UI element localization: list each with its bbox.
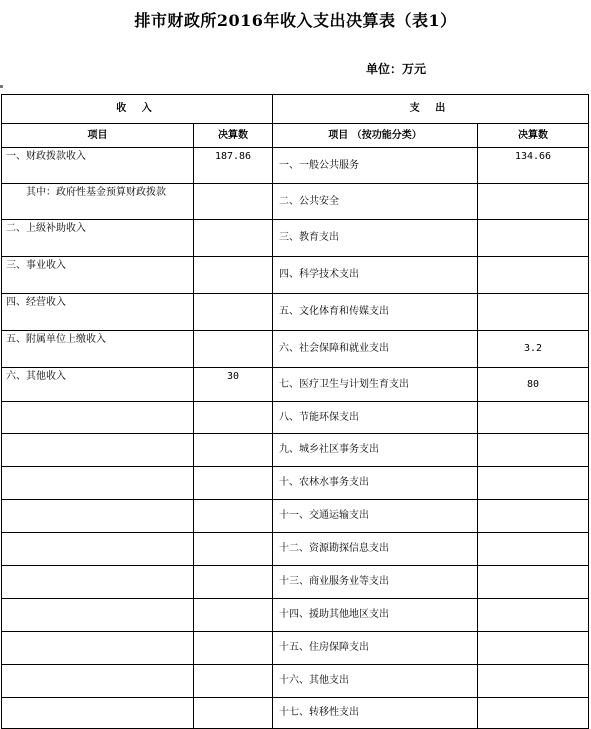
income-item: 六、其他收入 (2, 368, 194, 402)
table-row (2, 184, 589, 220)
income-item (2, 402, 194, 434)
expense-item: 十三、商业服务业等支出 (273, 566, 478, 599)
expense-amount (478, 184, 589, 220)
income-amount (194, 434, 273, 467)
table-row (2, 294, 589, 331)
income-amount (194, 566, 273, 599)
income-item (2, 698, 194, 729)
table-row (2, 599, 589, 632)
income-item (2, 434, 194, 467)
expense-amount (478, 500, 589, 533)
income-item (2, 566, 194, 599)
expense-amount: 80 (478, 368, 589, 402)
expense-item-header: 项目 （按功能分类） (273, 124, 478, 148)
income-amount (194, 665, 273, 698)
income-amount (194, 184, 273, 220)
expense-amount: 3.2 (478, 331, 589, 368)
expense-amount (478, 402, 589, 434)
table-row (2, 331, 589, 368)
expense-amount (478, 566, 589, 599)
income-amount: 187.86 (194, 148, 273, 184)
expense-amount (478, 698, 589, 729)
table-row (2, 402, 589, 434)
expense-header: 支 出 (273, 95, 589, 124)
expense-item: 六、社会保障和就业支出 (273, 331, 478, 368)
income-item: 三、事业收入 (2, 257, 194, 294)
income-item: 二、上级补助收入 (2, 220, 194, 257)
expense-amount-header: 决算数 (478, 124, 589, 148)
expense-item: 一、一般公共服务 (273, 148, 478, 184)
income-amount (194, 331, 273, 368)
income-item (2, 533, 194, 566)
section-header-row (2, 95, 589, 124)
table-row (2, 148, 589, 184)
expense-amount (478, 294, 589, 331)
income-item (2, 467, 194, 500)
expense-amount (478, 665, 589, 698)
table-row (2, 533, 589, 566)
expense-item: 五、文化体育和传媒支出 (273, 294, 478, 331)
income-amount-header: 决算数 (194, 124, 273, 148)
income-amount (194, 599, 273, 632)
income-amount (194, 533, 273, 566)
table-row (2, 632, 589, 665)
decorative-dot (0, 85, 3, 88)
income-item: 其中：政府性基金预算财政拨款 (2, 184, 194, 220)
income-item (2, 599, 194, 632)
table-row (2, 698, 589, 729)
income-amount (194, 467, 273, 500)
income-amount (194, 257, 273, 294)
table-row (2, 467, 589, 500)
expense-item: 十六、其他支出 (273, 665, 478, 698)
budget-table (1, 94, 589, 729)
income-amount (194, 632, 273, 665)
expense-amount (478, 533, 589, 566)
expense-item: 十七、转移性支出 (273, 698, 478, 729)
column-header-row (2, 124, 589, 148)
table-row (2, 257, 589, 294)
expense-item: 四、科学技术支出 (273, 257, 478, 294)
expense-amount (478, 632, 589, 665)
expense-item: 十五、住房保障支出 (273, 632, 478, 665)
expense-item: 三、教育支出 (273, 220, 478, 257)
expense-amount (478, 599, 589, 632)
table-row (2, 566, 589, 599)
income-amount (194, 500, 273, 533)
page-title: 排市财政所2016年收入支出决算表（表1） (134, 11, 457, 30)
expense-item: 十一、交通运输支出 (273, 500, 478, 533)
income-item-header: 项目 (2, 124, 194, 148)
income-item (2, 632, 194, 665)
income-item (2, 665, 194, 698)
expense-item: 九、城乡社区事务支出 (273, 434, 478, 467)
income-amount (194, 698, 273, 729)
income-amount (194, 294, 273, 331)
expense-item: 八、节能环保支出 (273, 402, 478, 434)
income-item: 五、附属单位上缴收入 (2, 331, 194, 368)
expense-item: 十二、资源勘探信息支出 (273, 533, 478, 566)
income-item: 四、经营收入 (2, 294, 194, 331)
table-row (2, 220, 589, 257)
table-row (2, 500, 589, 533)
income-item (2, 500, 194, 533)
table-row (2, 434, 589, 467)
expense-amount: 134.66 (478, 148, 589, 184)
income-item: 一、财政拨款收入 (2, 148, 194, 184)
expense-amount (478, 434, 589, 467)
expense-item: 十四、援助其他地区支出 (273, 599, 478, 632)
income-amount (194, 402, 273, 434)
expense-item: 二、公共安全 (273, 184, 478, 220)
expense-amount (478, 257, 589, 294)
expense-item: 十、农林水事务支出 (273, 467, 478, 500)
expense-item: 七、医疗卫生与计划生育支出 (273, 368, 478, 402)
table-row (2, 368, 589, 402)
table-row (2, 665, 589, 698)
income-amount: 30 (194, 368, 273, 402)
unit-label: 单位：万元 (366, 62, 427, 76)
income-header: 收 入 (2, 95, 273, 124)
expense-amount (478, 467, 589, 500)
expense-amount (478, 220, 589, 257)
income-amount (194, 220, 273, 257)
